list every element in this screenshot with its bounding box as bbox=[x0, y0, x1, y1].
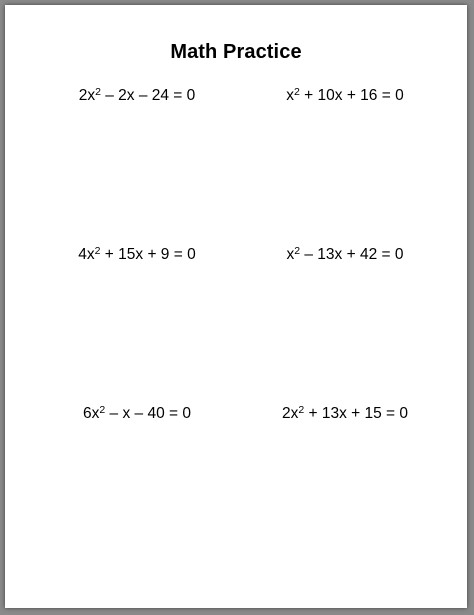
problem-2 bbox=[245, 87, 445, 105]
problem-2-lead: x bbox=[286, 87, 295, 104]
problem-6-lead: 2x bbox=[281, 405, 299, 422]
problem-4-rest: – 13x + 42 = 0 bbox=[300, 246, 404, 263]
problem-5-exponent: 2 bbox=[99, 404, 106, 416]
problem-3 bbox=[37, 246, 237, 264]
problem-4-lead: x bbox=[286, 246, 295, 263]
problem-2-exponent: 2 bbox=[294, 86, 300, 98]
problem-6-exponent: 2 bbox=[298, 404, 305, 416]
problem-3-rest: + 15x + 9 = 0 bbox=[100, 246, 196, 263]
problem-4-exponent: 2 bbox=[294, 245, 301, 257]
problem-2-rest: + 10x + 16 = 0 bbox=[299, 87, 404, 104]
problem-1-exponent: 2 bbox=[95, 86, 101, 98]
problem-3-exponent: 2 bbox=[94, 245, 101, 257]
problem-6-rest: + 13x + 15 = 0 bbox=[304, 405, 409, 422]
problem-6 bbox=[245, 405, 445, 423]
problem-4 bbox=[245, 246, 445, 264]
worksheet-page bbox=[5, 5, 467, 608]
problem-1-lead: 2x bbox=[78, 87, 96, 104]
problem-3-lead: 4x bbox=[78, 246, 95, 263]
page-title: Math Practice bbox=[170, 41, 302, 63]
problem-1 bbox=[37, 87, 237, 105]
problem-5-rest: – x – 40 = 0 bbox=[105, 405, 191, 422]
problem-1-rest: – 2x – 24 = 0 bbox=[100, 87, 196, 104]
problem-5 bbox=[37, 405, 237, 423]
problem-5-lead: 6x bbox=[83, 405, 100, 422]
